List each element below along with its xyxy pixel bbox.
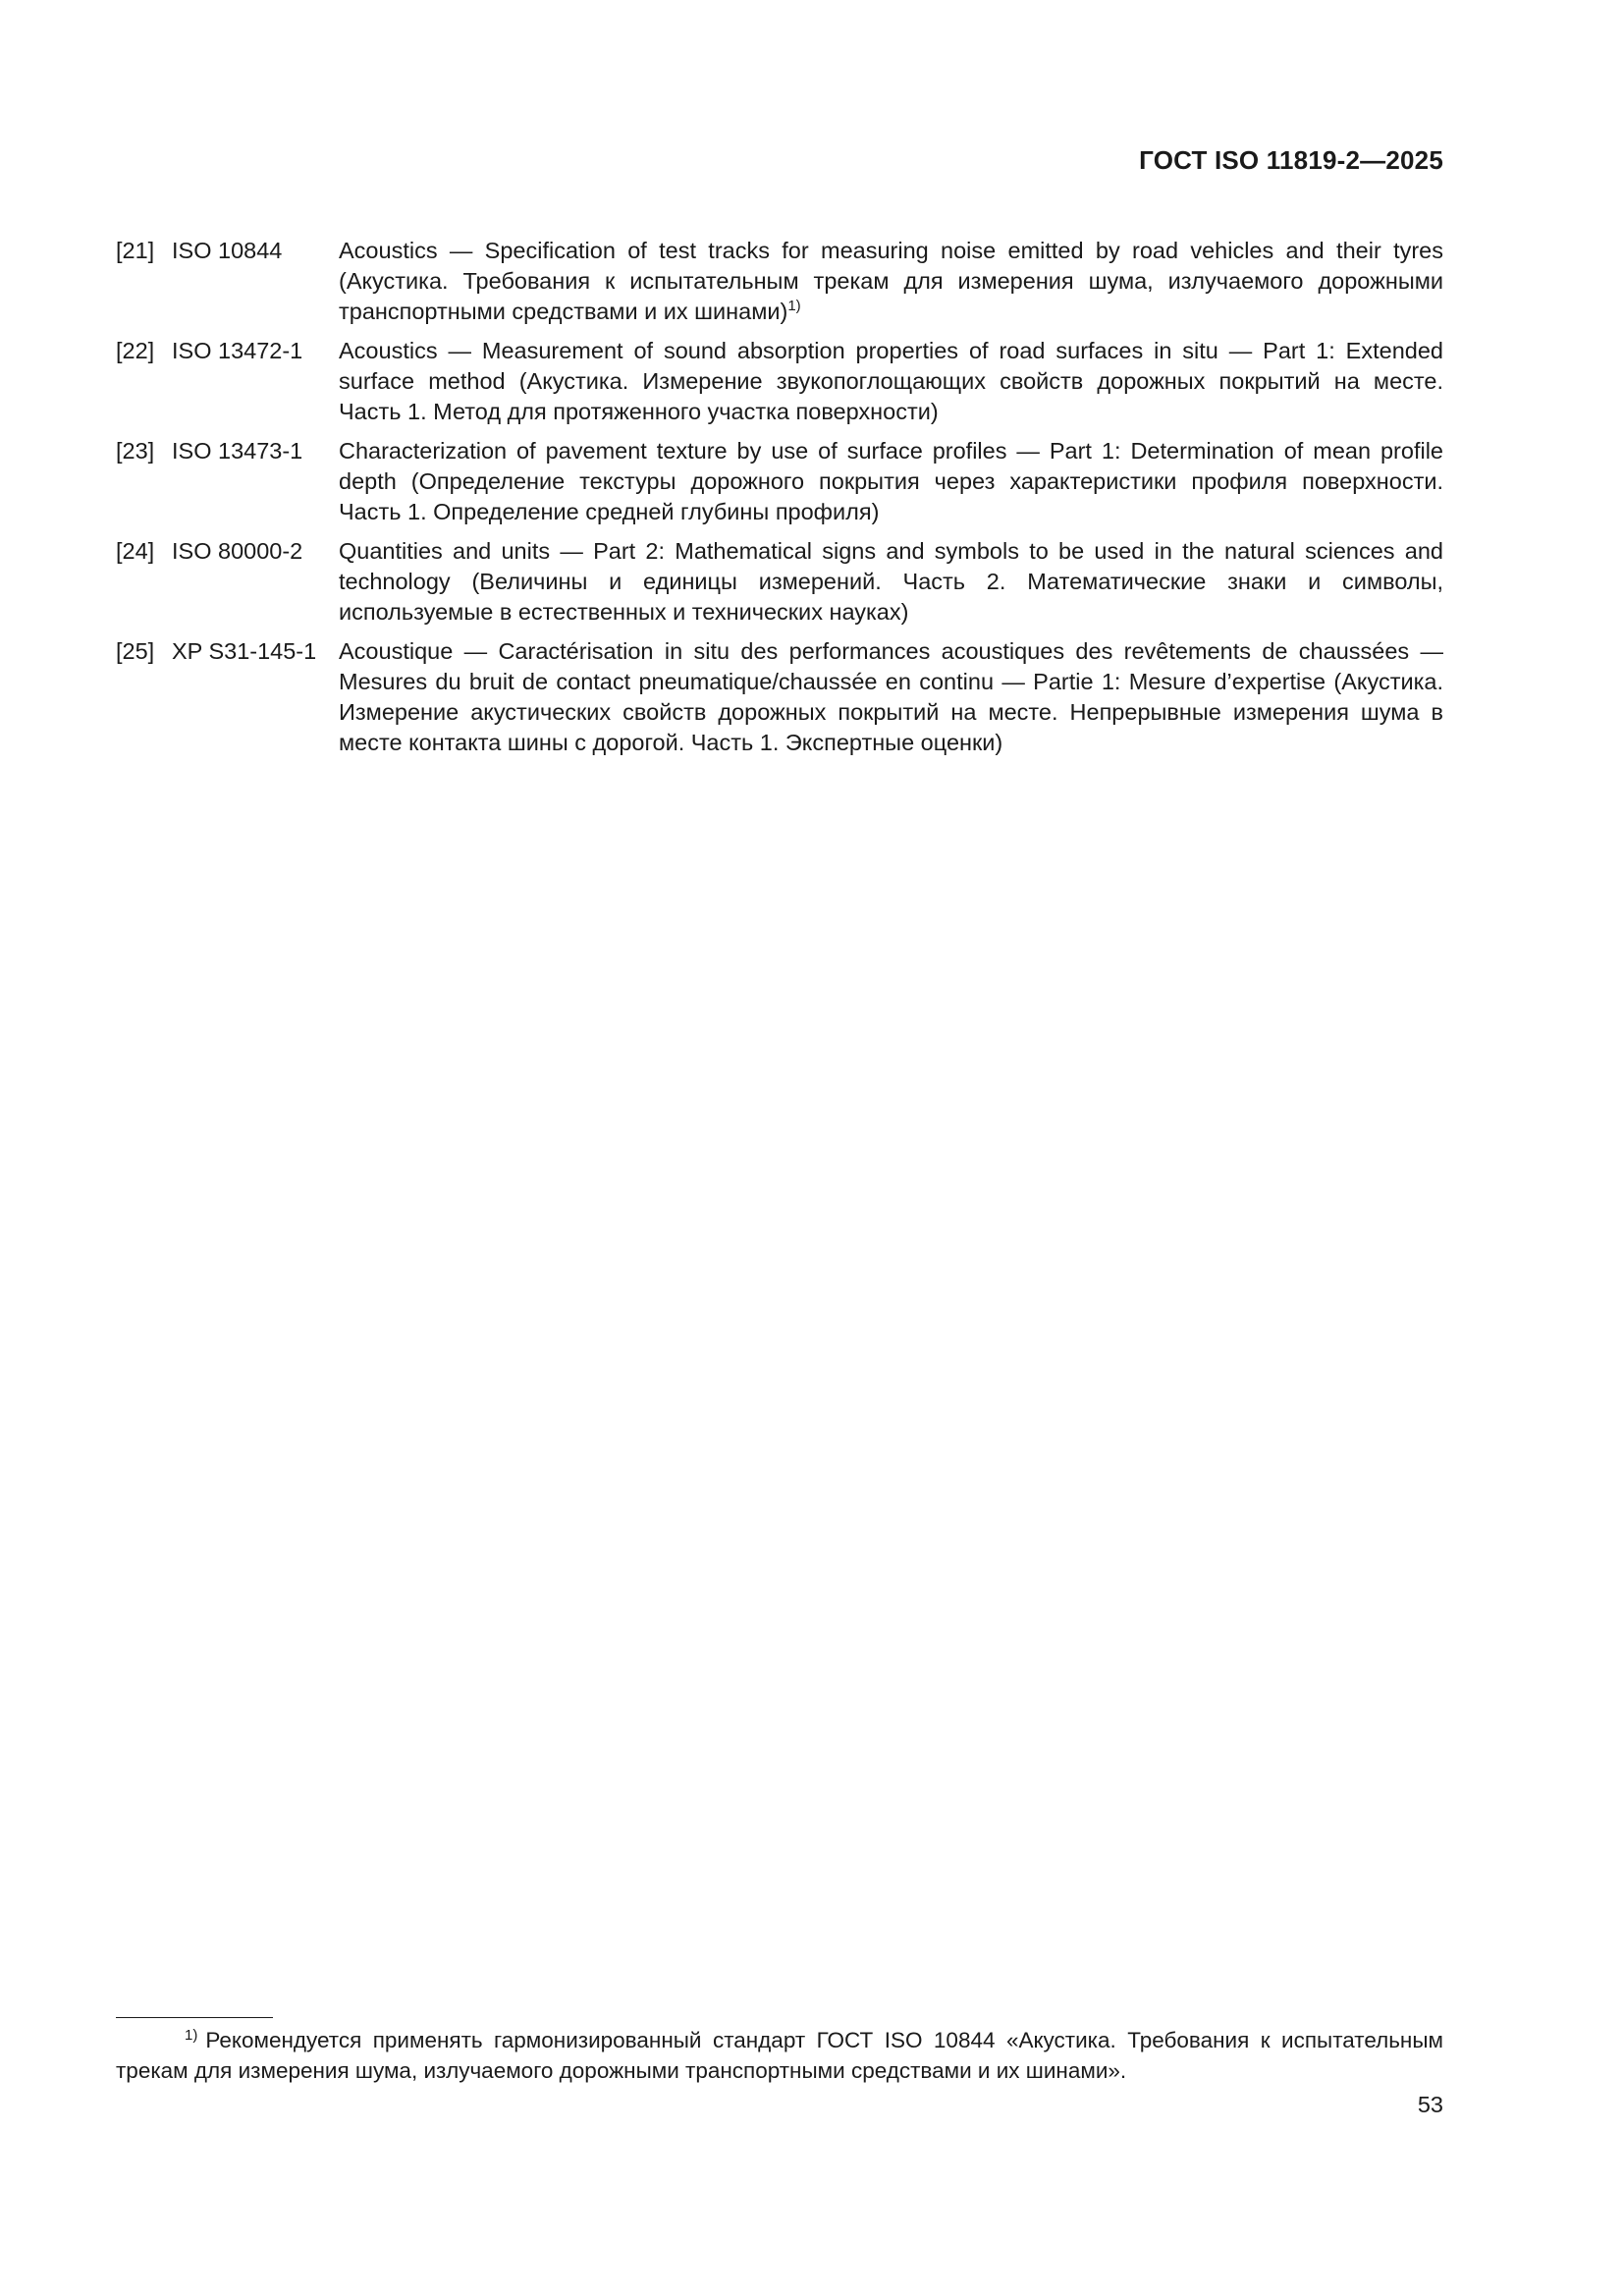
reference-code: XP S31-145-1 xyxy=(172,638,317,664)
footnote-text: Рекомендуется применять гармонизированный стандарт ГОСТ ISO 10844 «Акустика. Требования к испытательным трекам для измерения шума, излучаемого дорожными транспортными средствами и их шинами». xyxy=(116,2028,1443,2083)
document-header: ГОСТ ISO 11819-2—2025 xyxy=(1139,145,1443,175)
footnote-mark: 1) xyxy=(185,2026,198,2044)
reference-number: [22] xyxy=(116,338,155,363)
reference-number: [21] xyxy=(116,238,155,263)
page-number: 53 xyxy=(1417,2092,1443,2117)
reference-number: [24] xyxy=(116,538,155,564)
footnote-divider xyxy=(116,2017,273,2018)
footnote xyxy=(116,2025,1443,2086)
reference-title: Characterization of pavement texture by use of surface profiles — Part 1: Determination of mean profile depth (Определение текстуры дорожного покрытия через характеристики профиля поверхности. Часть 1. Определение средней глубины профиля) xyxy=(339,438,1443,524)
reference-number: [25] xyxy=(116,638,155,664)
reference-code: ISO 13472-1 xyxy=(172,338,303,363)
reference-entry xyxy=(116,336,1443,427)
footnote-reference-mark: 1) xyxy=(787,298,801,315)
reference-title: Acoustique — Caractérisation in situ des performances acoustiques des revêtements de chaussées — Mesures du bruit de contact pneumatique/chaussée en continu — Partie 1: Mesure d’expertise (Акустика. Измерение акустических свойств дорожных покрытий на месте. Непрерывные измерения шума в месте контакта шины с дорогой. Часть 1. Экспертные оценки) xyxy=(339,638,1443,755)
reference-title xyxy=(339,236,1443,327)
bibliography-list xyxy=(116,236,1443,767)
reference-code: ISO 10844 xyxy=(172,238,283,263)
reference-code: ISO 80000-2 xyxy=(172,538,303,564)
reference-entry xyxy=(116,536,1443,628)
reference-title-text: Acoustics — Specification of test tracks for measuring noise emitted by road vehicles and their tyres (Акустика. Требования к испытательным трекам для измерения шума, излучаемого дорожными транспортными средствами и их шинами) xyxy=(339,238,1443,324)
reference-title: Acoustics — Measurement of sound absorption properties of road surfaces in situ — Part 1: Extended surface method (Акустика. Измерение звукопоглощающих свойств дорожных покрытий на месте. Часть 1. Метод для протяженного участка поверхности) xyxy=(339,338,1443,424)
reference-entry xyxy=(116,636,1443,758)
reference-title: Quantities and units — Part 2: Mathematical signs and symbols to be used in the natural sciences and technology (Величины и единицы измерений. Часть 2. Математические знаки и символы, используемые в естественных и технических науках) xyxy=(339,538,1443,625)
reference-code: ISO 13473-1 xyxy=(172,438,303,464)
reference-entry xyxy=(116,236,1443,327)
reference-number: [23] xyxy=(116,438,155,464)
reference-entry xyxy=(116,436,1443,527)
